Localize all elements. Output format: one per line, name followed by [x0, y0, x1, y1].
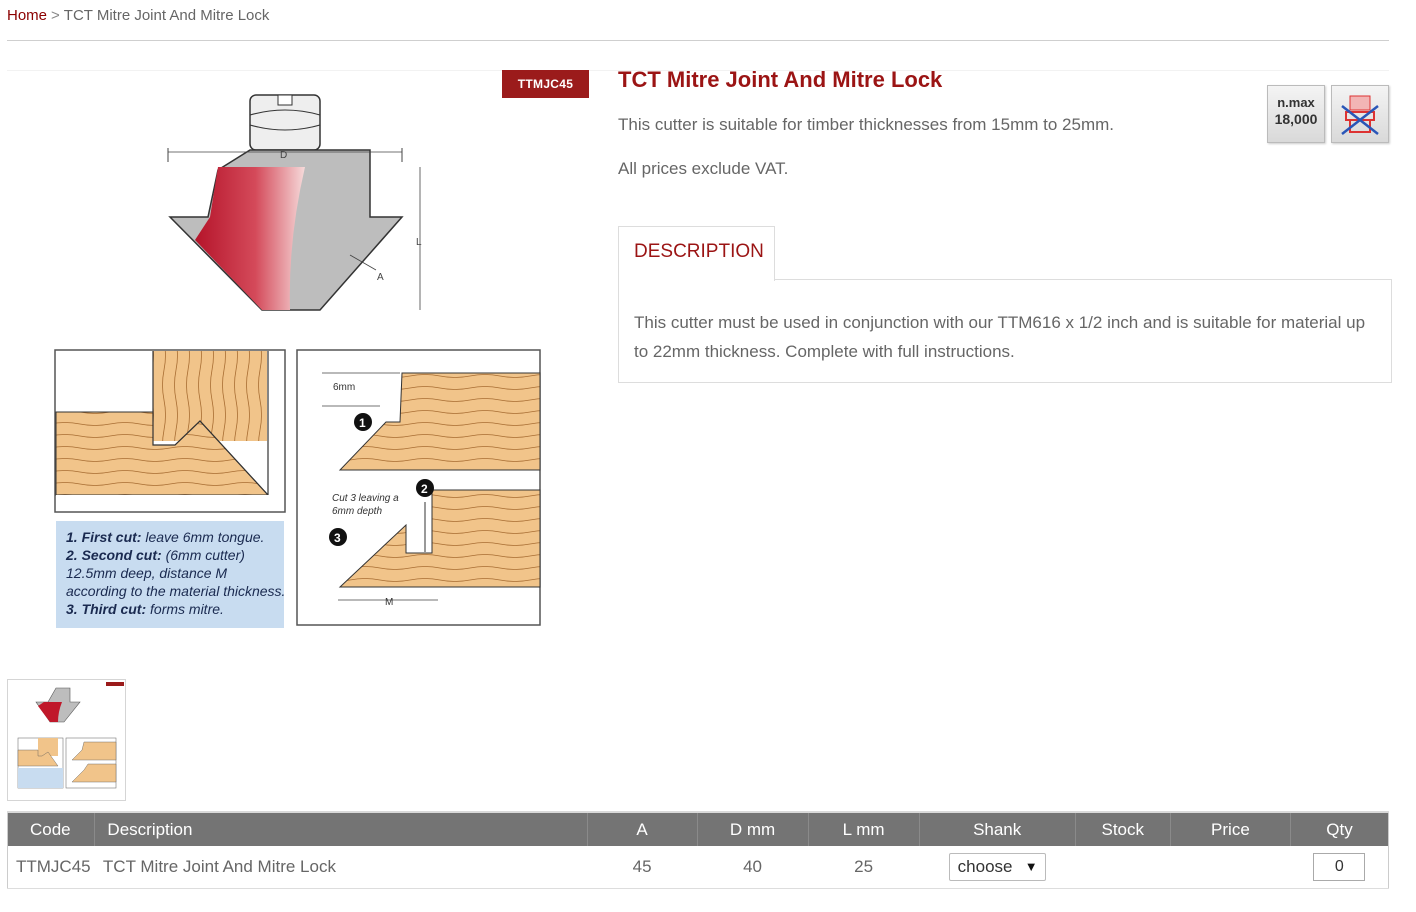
dropdown-arrow-icon: ▼: [1024, 858, 1038, 874]
svg-text:according to the material thic: according to the material thickness.: [66, 583, 286, 599]
col-description: Description: [95, 812, 587, 846]
dim-m-label: M: [385, 597, 394, 608]
tab-description-label: DESCRIPTION: [634, 241, 764, 262]
nmax-value: 18,000: [1274, 111, 1318, 127]
step-3-marker: 3: [334, 531, 341, 545]
breadcrumb-current: TCT Mitre Joint And Mitre Lock: [63, 7, 270, 24]
col-code: Code: [8, 812, 95, 846]
svg-text:1. First cut: leave 6mm tongue: 1. First cut: leave 6mm tongue.: [66, 529, 265, 545]
guard-warning-icon: [1331, 85, 1389, 143]
nmax-label: n.max: [1277, 95, 1315, 110]
cutter-diagram: [168, 95, 422, 310]
row-description: TCT Mitre Joint And Mitre Lock: [95, 846, 587, 888]
row-qty-cell: [1291, 846, 1389, 888]
col-qty: Qty: [1291, 812, 1389, 846]
dim-l-label: L: [416, 237, 422, 248]
col-shank: Shank: [919, 812, 1075, 846]
shank-select-value: choose: [957, 856, 1013, 876]
row-price: [1170, 846, 1290, 888]
dim-d-label: D: [280, 150, 288, 161]
instructions-box: [56, 521, 285, 628]
col-stock: Stock: [1075, 812, 1170, 846]
nmax-speed-icon: [1267, 85, 1325, 143]
svg-text:12.5mm deep, distance M: 12.5mm deep, distance M: [66, 565, 228, 581]
tongue-label: 6mm: [333, 382, 356, 393]
divider: [7, 40, 1389, 41]
breadcrumb-home-link[interactable]: Home: [7, 7, 48, 24]
row-l: 25: [808, 846, 919, 888]
description-text: This cutter must be used in conjunction with our TTM616 x 1/2 inch and is suitable for material up to 22mm thickness. Complete with full instructions.: [634, 313, 1366, 361]
breadcrumb: [7, 7, 269, 24]
table-row: [8, 846, 1389, 888]
qty-input[interactable]: [1313, 853, 1365, 881]
cut3-note-1: Cut 3 leaving a: [332, 493, 399, 504]
description-panel: [618, 279, 1392, 383]
shank-select[interactable]: [949, 853, 1046, 881]
step-2-marker: 2: [421, 482, 428, 496]
breadcrumb-separator: >: [51, 7, 60, 24]
col-l: L mm: [808, 812, 919, 846]
step-1-marker: 1: [359, 416, 366, 430]
tab-description[interactable]: [618, 226, 775, 281]
row-a: 45: [587, 846, 697, 888]
svg-text:2. Second cut: (6mm cutter): 2. Second cut: (6mm cutter): [66, 547, 245, 563]
row-d: 40: [697, 846, 808, 888]
product-short-description: This cutter is suitable for timber thicknesses from 15mm to 25mm.: [618, 115, 1114, 134]
svg-text:3. Third cut: forms mitre.: 3. Third cut: forms mitre.: [66, 601, 224, 617]
product-title: TCT Mitre Joint And Mitre Lock: [618, 67, 943, 92]
col-a: A: [587, 812, 697, 846]
table-header-row: [8, 812, 1389, 846]
product-variants-table: [7, 811, 1389, 889]
row-code: TTMJC45: [8, 846, 95, 888]
row-stock: [1075, 846, 1170, 888]
dim-a-label: A: [377, 272, 384, 283]
col-d: D mm: [697, 812, 808, 846]
mitre-joint-panel: [55, 350, 285, 512]
row-shank-cell: [919, 846, 1075, 888]
cut3-note-2: 6mm depth: [332, 506, 383, 517]
product-thumbnail[interactable]: [7, 679, 126, 801]
product-code-badge: TTMJC45: [502, 70, 589, 98]
vat-note: All prices exclude VAT.: [618, 159, 789, 178]
product-main-image[interactable]: [50, 70, 590, 635]
mitre-lock-steps-panel: [297, 350, 540, 625]
col-price: Price: [1170, 812, 1290, 846]
